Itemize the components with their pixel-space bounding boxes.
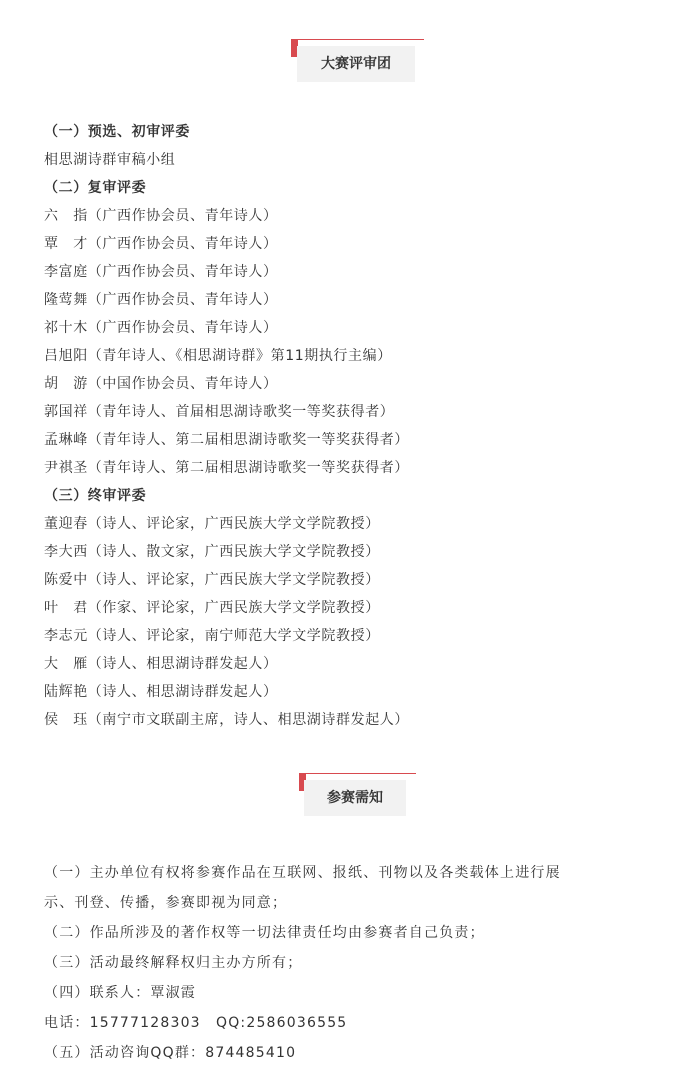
notice-line: （三）活动最终解释权归主办方所有； (44, 955, 303, 971)
notice-phone: 电话：15777128303 QQ:2586036555 (44, 1015, 348, 1031)
review-judge: 李富庭（广西作协会员、青年诗人） (44, 264, 278, 280)
notice-line: 示、刊登、传播，参赛即视为同意； (44, 895, 288, 911)
prelim-heading: （一）预选、初审评委 (44, 124, 190, 140)
review-judge: 吕旭阳（青年诗人、《相思湖诗群》第11期执行主编） (44, 348, 392, 364)
notice-contact: （四）联系人：覃淑霞 (44, 985, 196, 1001)
final-judge: 陈爱中（诗人、评论家，广西民族大学文学院教授） (44, 572, 380, 588)
review-judge: 胡 游（中国作协会员、青年诗人） (44, 376, 278, 392)
final-judge: 叶 君（作家、评论家，广西民族大学文学院教授） (44, 600, 380, 616)
review-judge: 祁十木（广西作协会员、青年诗人） (44, 320, 278, 336)
notice-text (44, 858, 664, 1068)
final-heading: （三）终审评委 (44, 488, 147, 504)
accent-line (298, 39, 424, 40)
review-judge: 郭国祥（青年诗人、首届相思湖诗歌奖一等奖获得者） (44, 404, 395, 420)
review-heading: （二）复审评委 (44, 180, 147, 196)
review-judge: 覃 才（广西作协会员、青年诗人） (44, 236, 278, 252)
notice-qq-group: （五）活动咨询QQ群：874485410 (44, 1045, 297, 1061)
review-judge: 尹祺圣（青年诗人、第二届相思湖诗歌奖一等奖获得者） (44, 460, 409, 476)
notice-line: （二）作品所涉及的著作权等一切法律责任均由参赛者自己负责； (44, 925, 485, 941)
final-judge: 李大西（诗人、散文家，广西民族大学文学院教授） (44, 544, 380, 560)
accent-line (306, 773, 416, 774)
review-judge: 隆莺舞（广西作协会员、青年诗人） (44, 292, 278, 308)
review-judge: 六 指（广西作协会员、青年诗人） (44, 208, 278, 224)
prelim-group: 相思湖诗群审稿小组 (44, 152, 176, 168)
final-judge: 李志元（诗人、评论家，南宁师范大学文学院教授） (44, 628, 380, 644)
final-judge: 董迎春（诗人、评论家，广西民族大学文学院教授） (44, 516, 380, 532)
final-judge: 大 雁（诗人、相思湖诗群发起人） (44, 656, 278, 672)
jury-list (44, 118, 664, 734)
final-judge: 陆辉艳（诗人、相思湖诗群发起人） (44, 684, 278, 700)
final-judge: 侯 珏（南宁市文联副主席，诗人、相思湖诗群发起人） (44, 712, 409, 728)
review-judge: 孟琳峰（青年诗人、第二届相思湖诗歌奖一等奖获得者） (44, 432, 409, 448)
section-title-notice: 参赛需知 (304, 780, 406, 816)
section-title-jury: 大赛评审团 (297, 46, 415, 82)
notice-line: （一）主办单位有权将参赛作品在互联网、报纸、刊物以及各类载体上进行展 (44, 865, 561, 881)
